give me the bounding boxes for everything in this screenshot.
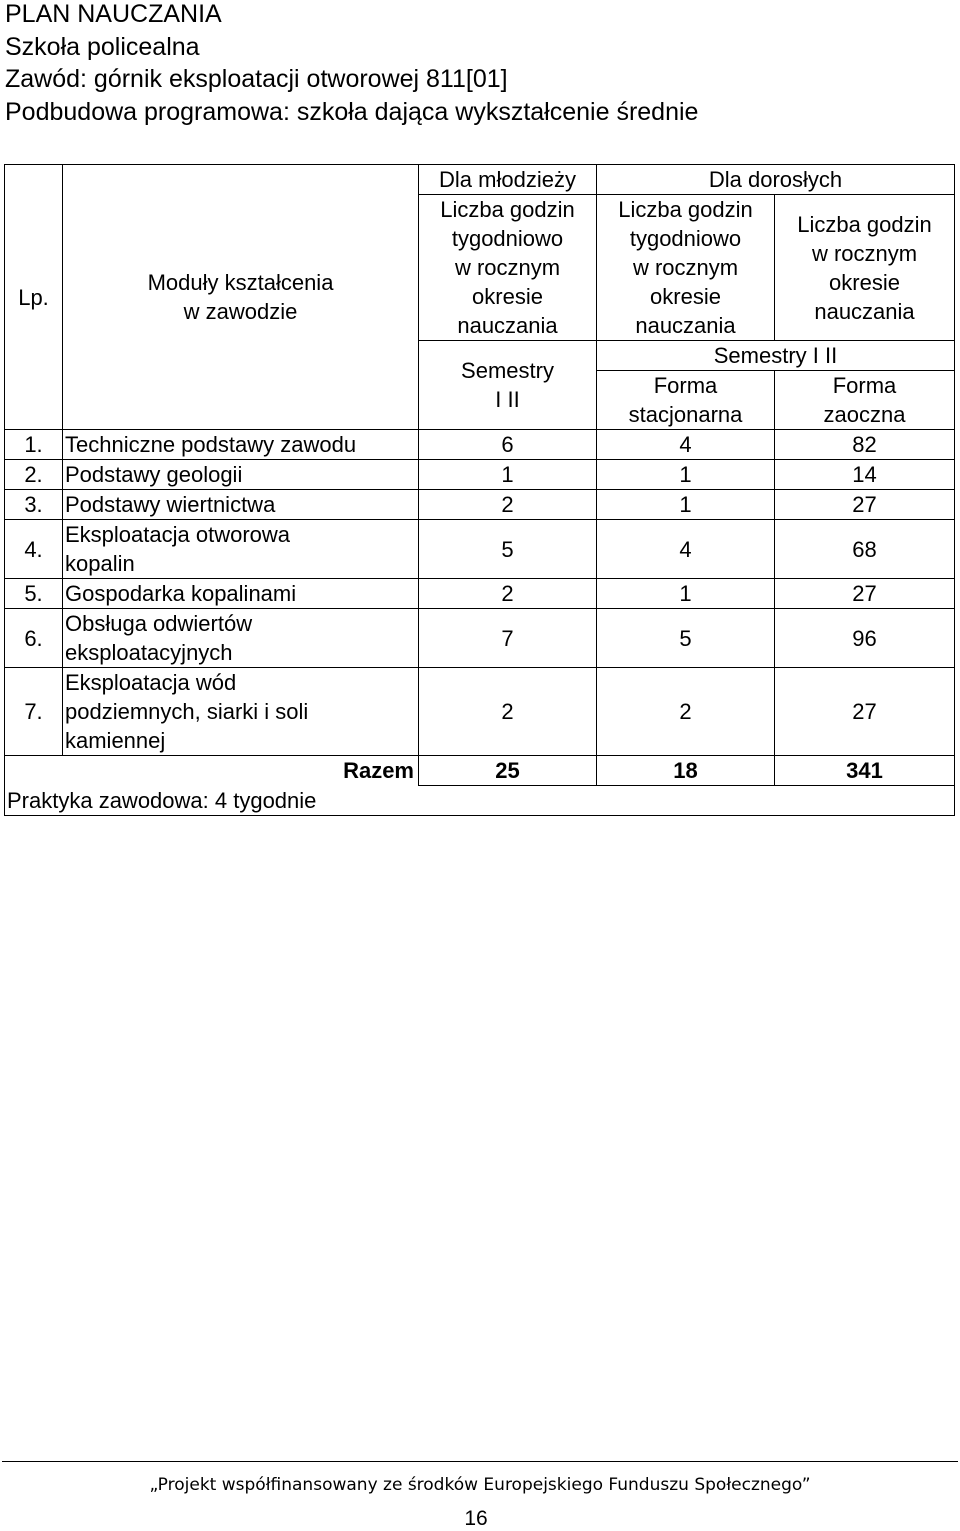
row-lp: 4.	[5, 520, 63, 579]
header-line: stacjonarna	[628, 402, 743, 427]
header-line: tygodniowo	[629, 226, 742, 251]
table-row	[5, 609, 955, 668]
module-line: Eksploatacja wód	[65, 670, 237, 695]
row-daily-hours: 1	[597, 490, 775, 520]
row-lp: 1.	[5, 430, 63, 460]
header-line: okresie	[829, 269, 900, 295]
table-row	[5, 579, 955, 609]
row-daily-hours: 1	[597, 579, 775, 609]
header-line: Liczba godzin	[618, 197, 753, 222]
row-daily-hours: 4	[597, 430, 775, 460]
program-basis: Podbudowa programowa: szkoła dająca wykształcenie średnie	[5, 97, 699, 126]
profession: Zawód: górnik eksploatacji otworowej 811[01]	[5, 65, 508, 93]
row-module: Techniczne podstawy zawodu	[63, 430, 419, 460]
total-extramural-hours: 341	[775, 756, 955, 786]
row-daily-hours: 2	[597, 668, 775, 756]
module-line: eksploatacyjnych	[65, 640, 233, 665]
header-line: nauczania	[457, 313, 558, 338]
header-form-daily	[597, 371, 775, 430]
internship-note: Praktyka zawodowa: 4 tygodnie	[5, 786, 955, 816]
total-daily-hours: 18	[597, 756, 775, 786]
row-youth-hours: 6	[419, 430, 597, 460]
footer-divider	[2, 1461, 958, 1462]
header-line: okresie	[650, 284, 721, 309]
school-type: Szkoła policealna	[5, 32, 200, 61]
header-extramural-hours	[775, 195, 955, 341]
row-extramural-hours: 82	[775, 430, 955, 460]
module-line: podziemnych, siarki i soli	[65, 699, 309, 724]
header-line: Semestry	[461, 358, 554, 383]
header-adult-semesters: Semestry I II	[597, 341, 955, 371]
page-number: 16	[464, 1507, 488, 1530]
row-extramural-hours: 68	[775, 520, 955, 579]
header-line: Forma	[832, 373, 897, 398]
total-label: Razem	[5, 756, 419, 786]
row-module	[63, 609, 419, 668]
header-line: zaoczna	[823, 402, 906, 427]
total-row	[5, 756, 955, 786]
row-lp: 5.	[5, 579, 63, 609]
row-daily-hours: 1	[597, 460, 775, 490]
row-youth-hours: 7	[419, 609, 597, 668]
module-line: Obsługa odwiertów	[65, 611, 253, 636]
header-form-extramural	[775, 371, 955, 430]
header-line: tygodniowo	[451, 226, 564, 251]
header-line: w rocznym	[811, 240, 918, 266]
header-line: nauczania	[635, 313, 736, 338]
table-row	[5, 490, 955, 520]
row-extramural-hours: 14	[775, 460, 955, 490]
row-extramural-hours: 27	[775, 668, 955, 756]
header-line: I II	[495, 387, 520, 412]
row-module: Gospodarka kopalinami	[63, 579, 419, 609]
row-module: Podstawy wiertnictwa	[63, 490, 419, 520]
header-lp: Lp.	[5, 165, 63, 430]
module-line: kamiennej	[65, 728, 166, 753]
row-module	[63, 520, 419, 579]
module-line: Eksploatacja otworowa	[65, 522, 291, 547]
header-line: w rocznym	[632, 255, 739, 280]
header-line: w rocznym	[454, 255, 561, 280]
row-youth-hours: 2	[419, 579, 597, 609]
header-line: nauczania	[814, 298, 915, 324]
row-daily-hours: 5	[597, 609, 775, 668]
teaching-plan-table	[4, 164, 955, 816]
plan-title: PLAN NAUCZANIA	[5, 0, 222, 28]
header-daily-hours	[597, 195, 775, 341]
row-lp: 3.	[5, 490, 63, 520]
table-row	[5, 668, 955, 756]
row-youth-hours: 2	[419, 490, 597, 520]
table-row	[5, 460, 955, 490]
header-line: Forma	[653, 373, 718, 398]
project-cofinancing-note: „Projekt współfinansowany ze środków Europejskiego Funduszu Społecznego”	[149, 1475, 811, 1495]
header-line: okresie	[472, 284, 543, 309]
row-lp: 6.	[5, 609, 63, 668]
row-youth-hours: 1	[419, 460, 597, 490]
document-header	[5, 0, 698, 128]
row-extramural-hours: 96	[775, 609, 955, 668]
header-youth-hours	[419, 195, 597, 341]
row-youth-hours: 2	[419, 668, 597, 756]
header-modules	[63, 165, 419, 430]
header-youth: Dla młodzieży	[419, 165, 597, 195]
row-extramural-hours: 27	[775, 579, 955, 609]
header-youth-semesters	[419, 341, 597, 430]
module-line: kopalin	[65, 551, 135, 576]
header-line: Liczba godzin	[440, 197, 575, 222]
row-module: Podstawy geologii	[63, 460, 419, 490]
row-module	[63, 668, 419, 756]
total-youth-hours: 25	[419, 756, 597, 786]
header-adults: Dla dorosłych	[597, 165, 955, 195]
header-modules-line: w zawodzie	[183, 299, 298, 324]
row-lp: 2.	[5, 460, 63, 490]
table-row	[5, 520, 955, 579]
table-row	[5, 430, 955, 460]
header-modules-line: Moduły kształcenia	[147, 270, 334, 295]
row-extramural-hours: 27	[775, 490, 955, 520]
header-line: Liczba godzin	[797, 211, 932, 237]
row-youth-hours: 5	[419, 520, 597, 579]
row-daily-hours: 4	[597, 520, 775, 579]
row-lp: 7.	[5, 668, 63, 756]
internship-row	[5, 786, 955, 816]
